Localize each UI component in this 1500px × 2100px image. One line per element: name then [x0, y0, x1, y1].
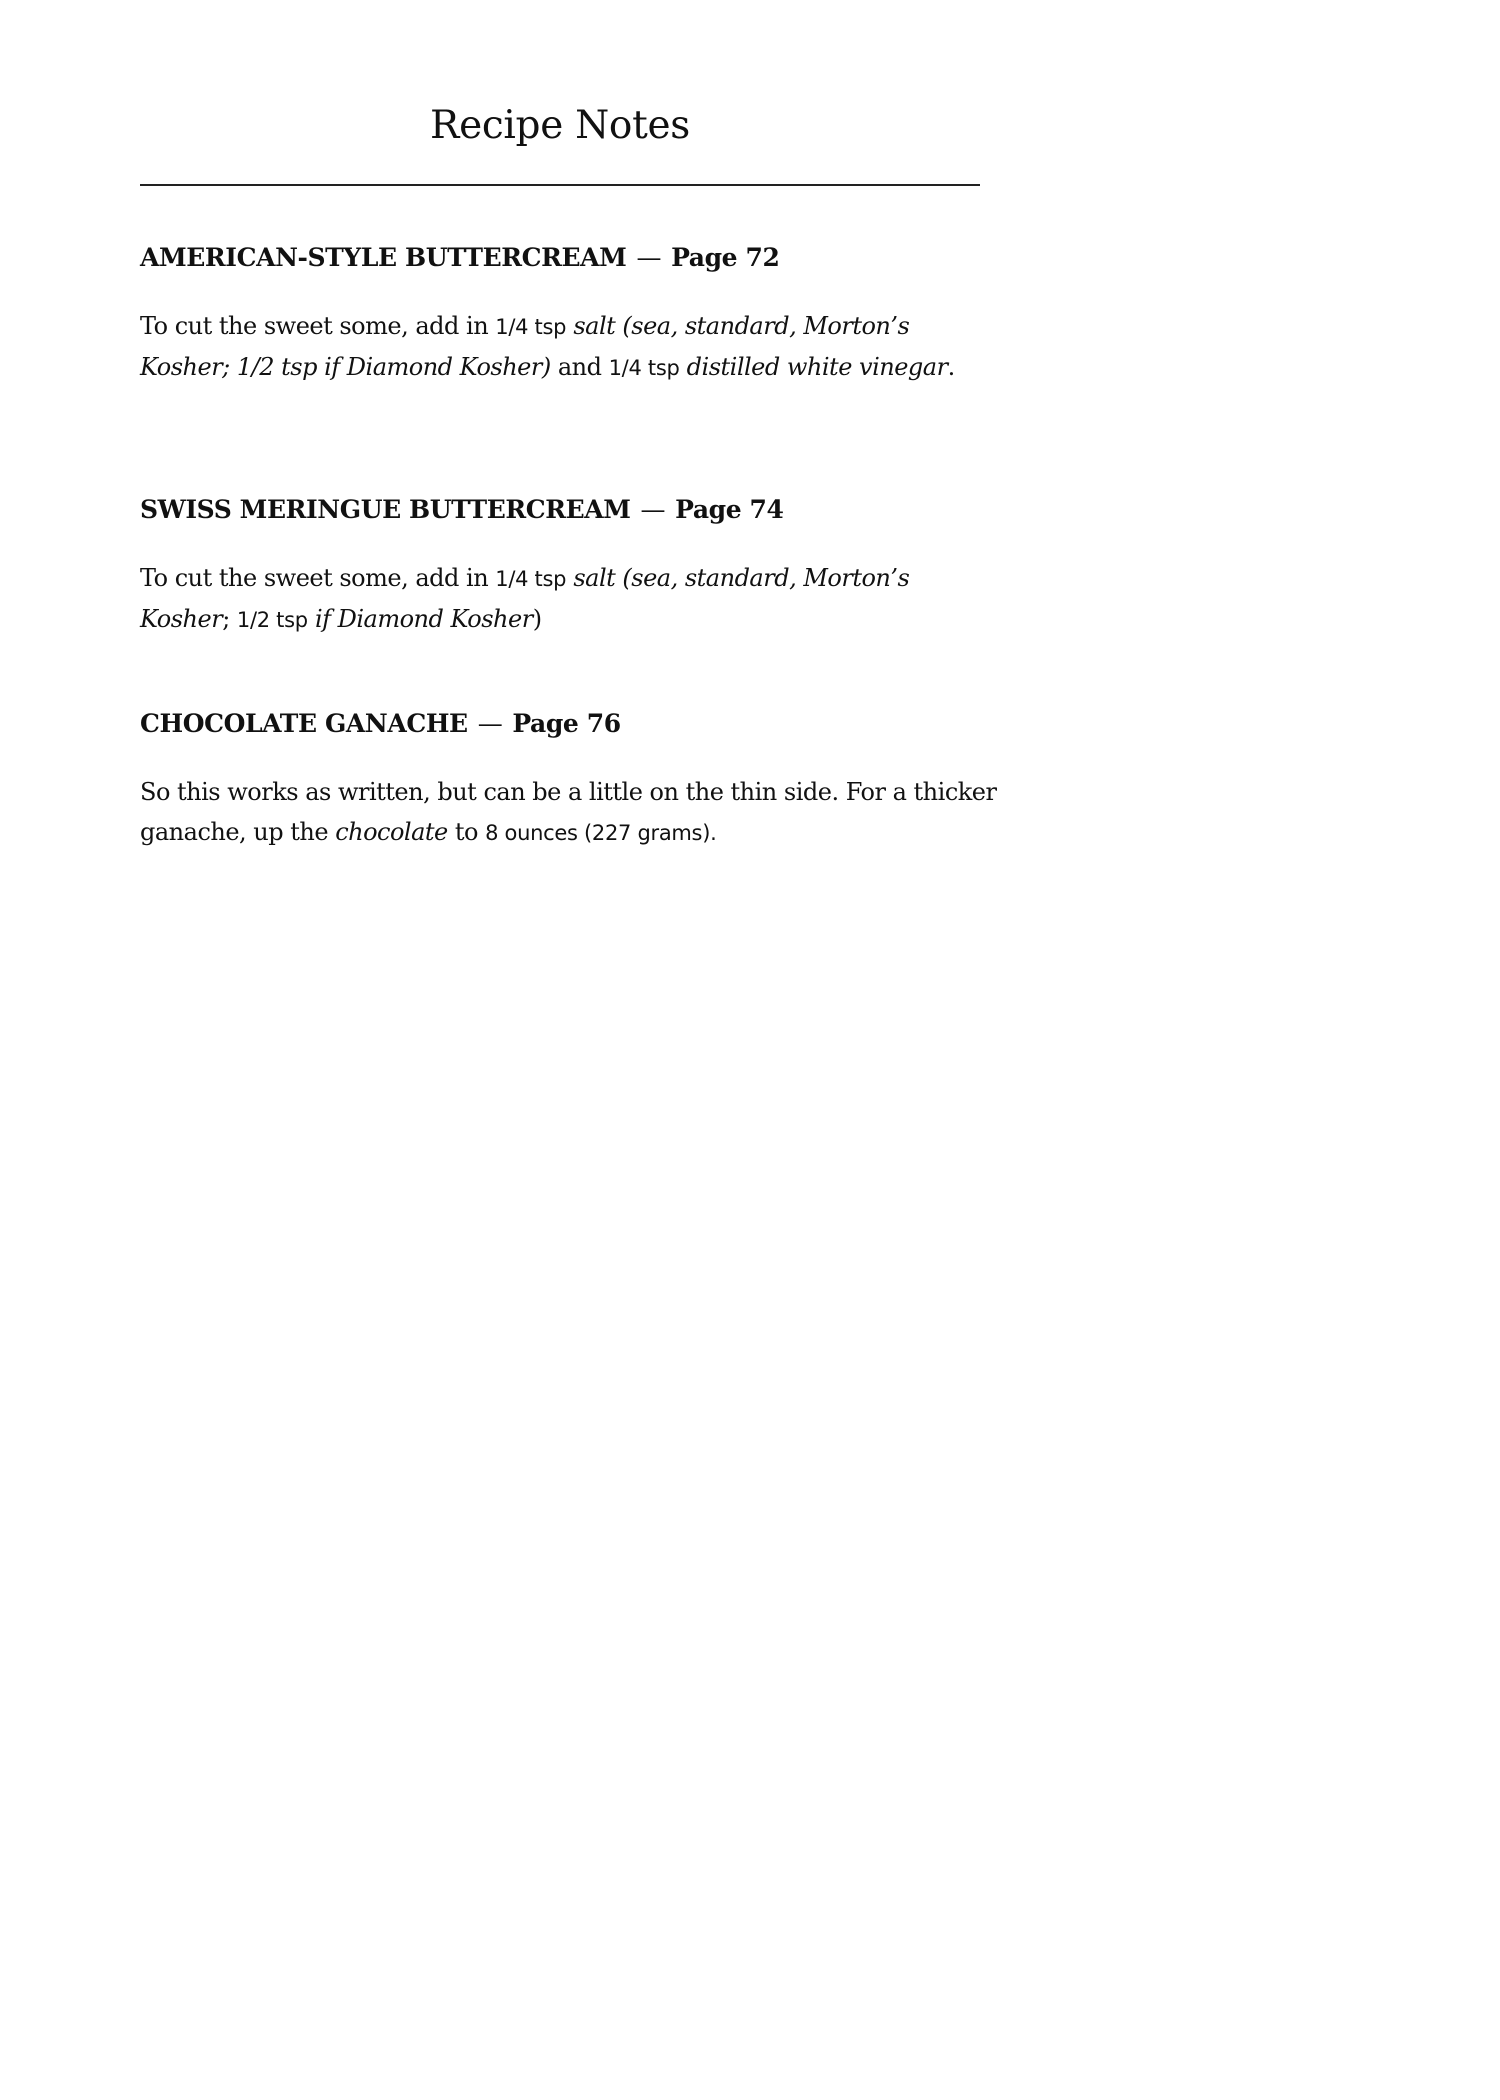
quantity: 1/2 tsp [236, 608, 308, 632]
section-heading [140, 243, 1000, 273]
note-text-run [680, 353, 687, 381]
page-reference: Page 72 [671, 243, 780, 272]
page-title: Recipe Notes [430, 103, 690, 148]
recipe-name: SWISS MERINGUE BUTTERCREAM [140, 495, 631, 524]
note-text-run: So this works as written, but can be a little on the thin side. For a thicker ganache, up the [140, 778, 997, 846]
note-chocolate-ganache [140, 709, 1000, 853]
quantity: 1/4 tsp [495, 315, 567, 339]
ingredient: salt (sea, standard, Morton’s Kosher [140, 564, 910, 633]
heading-dash: — [477, 709, 503, 738]
note-text-run: to [447, 818, 486, 846]
note-text-run: ) [532, 605, 542, 633]
note-text-run [308, 605, 315, 633]
note-text [140, 306, 1000, 388]
section-heading [140, 495, 1000, 525]
ingredient: distilled white vinegar [686, 353, 948, 381]
page-reference: Page 76 [512, 709, 621, 738]
ingredient: chocolate [335, 818, 448, 846]
quantity: 8 ounces (227 grams). [485, 821, 717, 845]
recipe-name: CHOCOLATE GANACHE [140, 709, 468, 738]
note-text-run: ; [222, 605, 237, 633]
note-american-style-buttercream [140, 243, 1000, 388]
page-reference: Page 74 [675, 495, 784, 524]
heading-dash: — [640, 495, 666, 524]
ingredient: if Diamond Kosher [314, 605, 533, 633]
note-text-run: . [947, 353, 955, 381]
note-text-run: To cut the sweet some, add in [140, 312, 496, 340]
quantity: 1/4 tsp [495, 567, 567, 591]
note-text [140, 772, 1000, 853]
quantity: 1/4 tsp [608, 356, 680, 380]
ingredient: salt (sea, standard, Morton’s Kosher; 1/2 tsp if Diamond Kosher) [140, 312, 910, 381]
note-swiss-meringue-buttercream [140, 495, 1000, 640]
section-heading [140, 709, 1000, 739]
note-text-run: To cut the sweet some, add in [140, 564, 496, 592]
note-text [140, 558, 1000, 640]
heading-dash: — [636, 243, 662, 272]
note-text-run: and [550, 353, 609, 381]
recipe-name: AMERICAN-STYLE BUTTERCREAM [140, 243, 627, 272]
title-divider [140, 184, 980, 186]
